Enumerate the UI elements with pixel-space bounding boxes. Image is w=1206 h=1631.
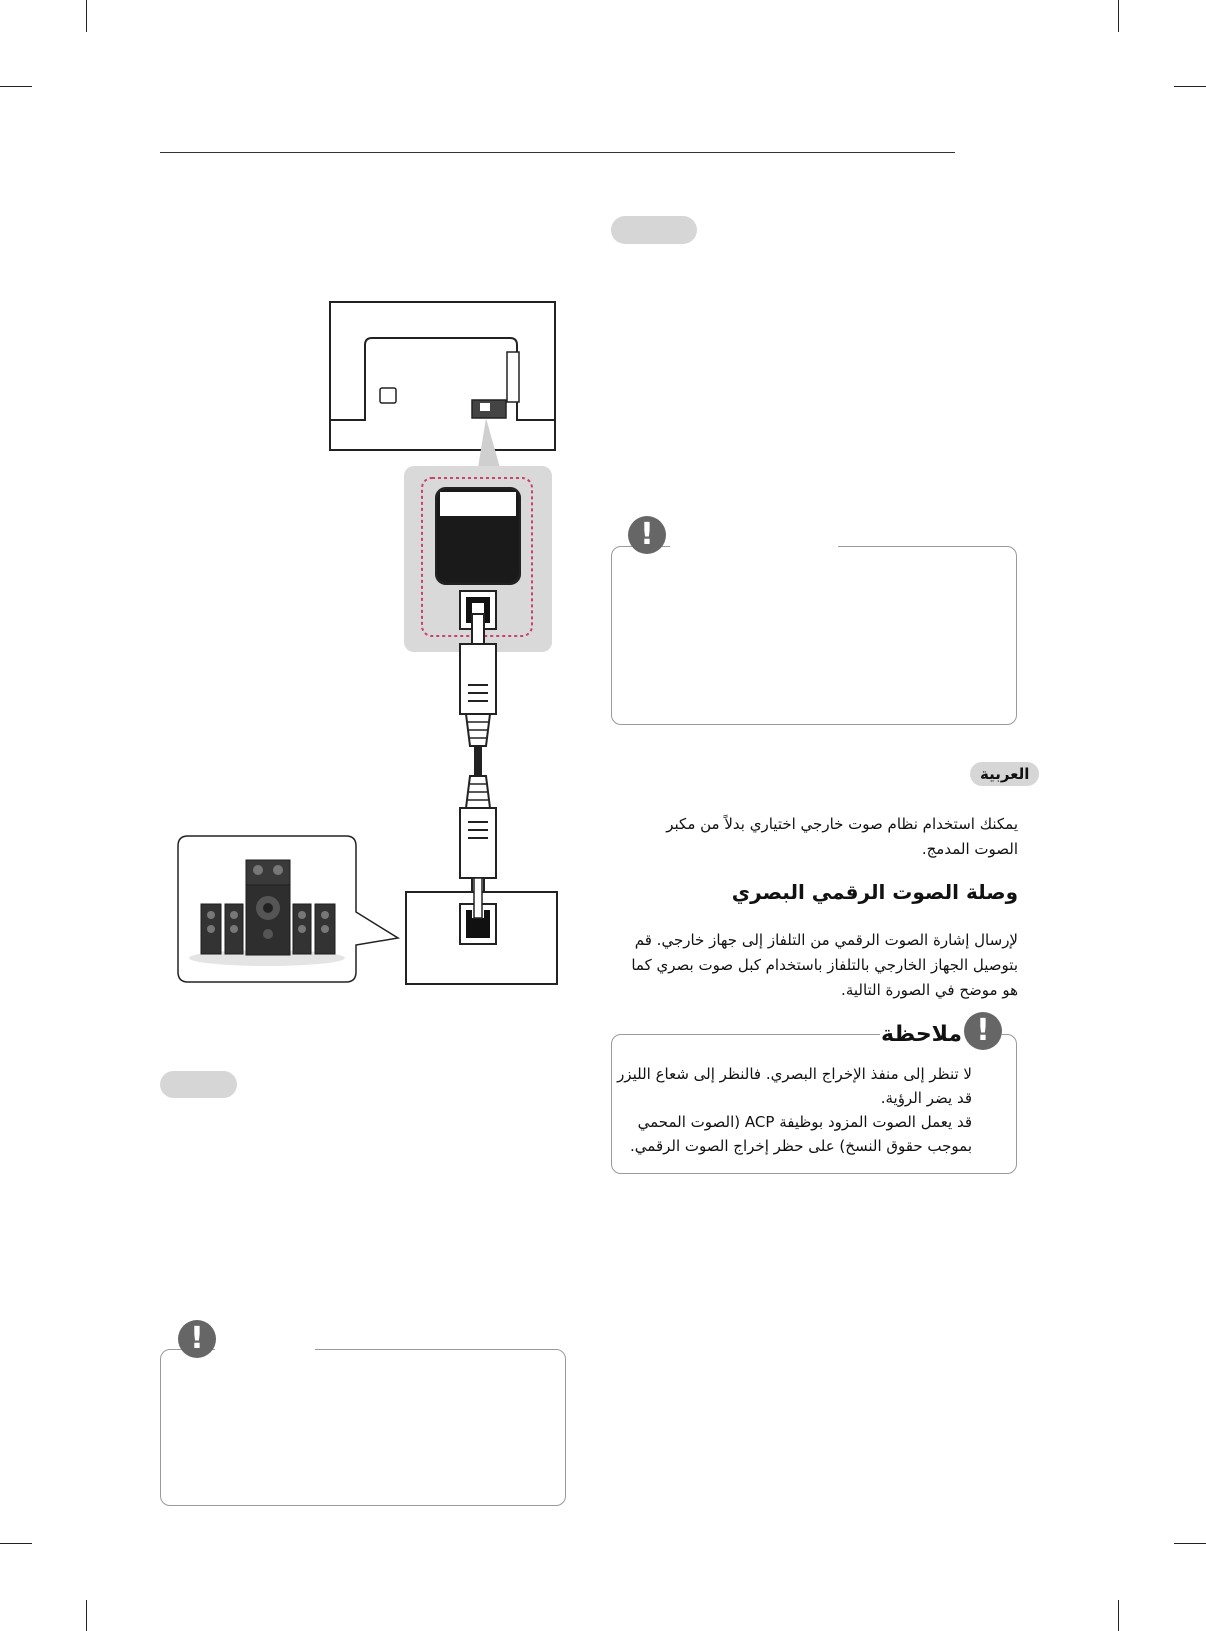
- exclamation-icon: !: [964, 1012, 1002, 1050]
- optical-cable: [460, 614, 496, 908]
- crop-mark: [1118, 1600, 1119, 1631]
- note-item: قد يعمل الصوت المزود بوظيفة ACP (الصوت المحمي بموجب حقوق النسخ) على حظر إخراج الصوت الرقمي.: [630, 1113, 972, 1155]
- exclamation-icon: !: [628, 516, 666, 554]
- exclamation-icon: !: [178, 1320, 216, 1358]
- note-title: ملاحظة: [881, 1022, 962, 1047]
- note-box-gap: [215, 1345, 315, 1351]
- language-label: العربية: [970, 762, 1039, 786]
- note-list: [616, 1062, 972, 1158]
- note-box-empty: [160, 1349, 566, 1506]
- placeholder-pill: [611, 216, 697, 244]
- crop-mark: [1174, 1543, 1206, 1544]
- tv-back: [330, 302, 555, 450]
- note-box-gap: [670, 542, 838, 548]
- section-heading: وصلة الصوت الرقمي البصري: [731, 880, 1018, 904]
- note-item: لا تنظر إلى منفذ الإخراج البصري. فالنظر إلى شعاع الليزر قد يضر الرؤية.: [617, 1065, 972, 1107]
- crop-mark: [86, 1600, 87, 1631]
- crop-mark: [1118, 0, 1119, 32]
- header-rule: [160, 152, 955, 153]
- crop-mark: [1174, 86, 1206, 87]
- crop-mark: [86, 0, 87, 32]
- optical-connection-diagram: [170, 295, 570, 995]
- intro-paragraph: يمكنك استخدام نظام صوت خارجي اختياري بدلاً من مكبر الصوت المدمج.: [666, 815, 1018, 858]
- body-paragraph: لإرسال إشارة الصوت الرقمي من التلفاز إلى جهاز خارجي. قم بتوصيل الجهاز الخارجي بالتلفاز باستخدام كبل صوت بصري كما هو موضح في الصورة التالية.: [631, 931, 1018, 999]
- crop-mark: [0, 1543, 32, 1544]
- note-box-empty: [611, 546, 1017, 725]
- placeholder-pill: [160, 1071, 237, 1098]
- crop-mark: [0, 86, 32, 87]
